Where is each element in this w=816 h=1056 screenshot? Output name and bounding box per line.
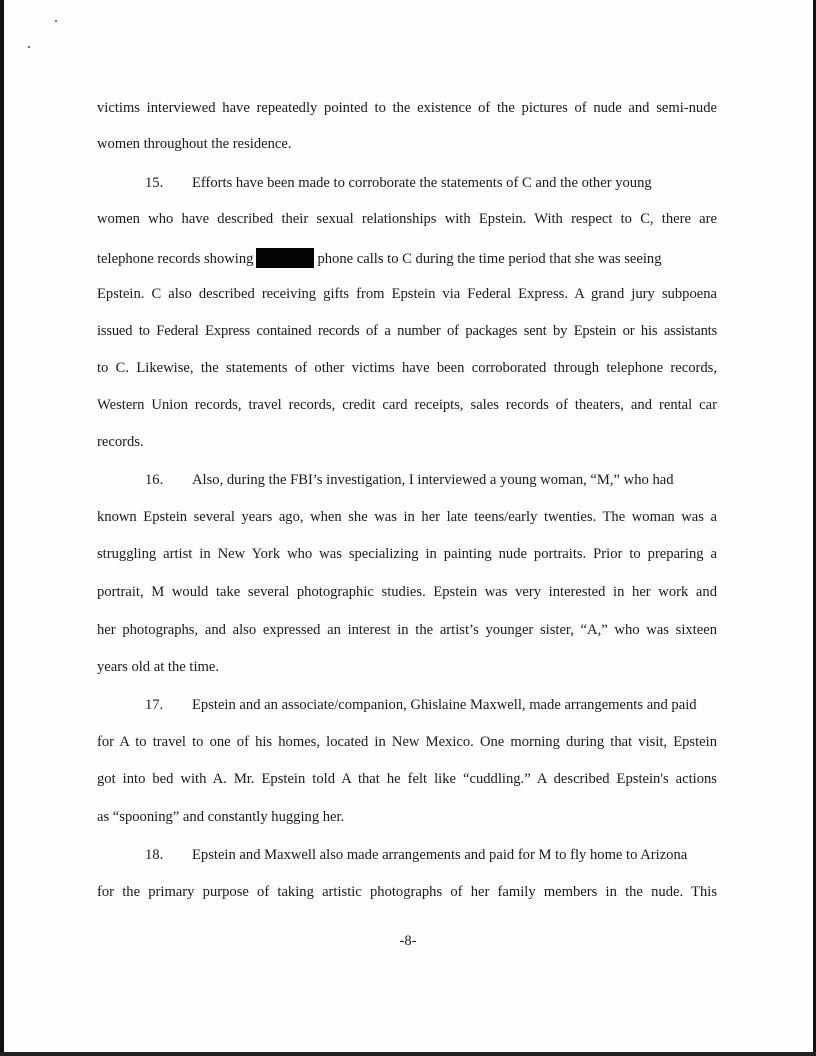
paragraph-number: 18. <box>145 847 164 863</box>
text-line: for A to travel to one of his homes, located in New Mexico. One morning during that visit, Epstein <box>97 734 717 750</box>
paragraph-number: 17. <box>145 697 164 713</box>
text-span: telephone records showing <box>97 251 254 267</box>
text-line: to C. Likewise, the statements of other victims have been corroborated through telephone records, <box>97 360 717 376</box>
text-line: records. <box>97 434 144 450</box>
text-line: as “spooning” and constantly hugging her. <box>97 809 345 825</box>
page-number: -8- <box>399 933 417 949</box>
scan-edge-bottom <box>0 1052 816 1056</box>
paragraph-18-first-line <box>145 846 717 864</box>
paragraph-17-first-line <box>145 696 717 714</box>
text-line-with-redaction <box>97 248 717 268</box>
text-line: victims interviewed have repeatedly pointed to the existence of the pictures of nude and semi-nude <box>97 100 717 116</box>
paragraph-16-first-line <box>145 471 717 489</box>
text-span: Epstein and an associate/companion, Ghislaine Maxwell, made arrangements and paid <box>192 697 697 713</box>
scan-speck <box>55 20 57 22</box>
text-span: phone calls to C during the time period that she was seeing <box>317 251 662 267</box>
text-span: Epstein and Maxwell also made arrangements and paid for M to fly home to Arizona <box>192 847 688 863</box>
text-line: portrait, M would take several photographic studies. Epstein was very interested in her work and <box>97 584 717 600</box>
scan-speck <box>28 46 30 48</box>
text-span: Also, during the FBI’s investigation, I interviewed a young woman, “M,” who had <box>192 472 674 488</box>
text-line: years old at the time. <box>97 659 219 675</box>
text-line: issued to Federal Express contained records of a number of packages sent by Epstein or his assistants <box>97 323 717 339</box>
text-line: her photographs, and also expressed an interest in the artist’s younger sister, “A,” who was sixteen <box>97 622 717 638</box>
redaction-block <box>256 248 314 268</box>
paragraph-15-first-line <box>145 174 717 192</box>
text-line: struggling artist in New York who was specializing in painting nude portraits. Prior to preparing a <box>97 546 717 562</box>
text-line: women who have described their sexual relationships with Epstein. With respect to C, there are <box>97 211 717 227</box>
text-line: known Epstein several years ago, when she was in her late teens/early twenties. The woman was a <box>97 509 717 525</box>
scan-edge-left <box>0 0 4 1056</box>
text-line: Epstein. C also described receiving gifts from Epstein via Federal Express. A grand jury subpoena <box>97 286 717 302</box>
text-line: Western Union records, travel records, credit card receipts, sales records of theaters, and rental car <box>97 397 717 413</box>
text-line: women throughout the residence. <box>97 136 292 152</box>
text-span: Efforts have been made to corroborate the statements of C and the other young <box>192 175 652 191</box>
paragraph-number: 15. <box>145 175 164 191</box>
paragraph-number: 16. <box>145 472 164 488</box>
text-line: got into bed with A. Mr. Epstein told A that he felt like “cuddling.” A described Epstein's actions <box>97 771 717 787</box>
text-line: for the primary purpose of taking artistic photographs of her family members in the nude. This <box>97 884 717 900</box>
